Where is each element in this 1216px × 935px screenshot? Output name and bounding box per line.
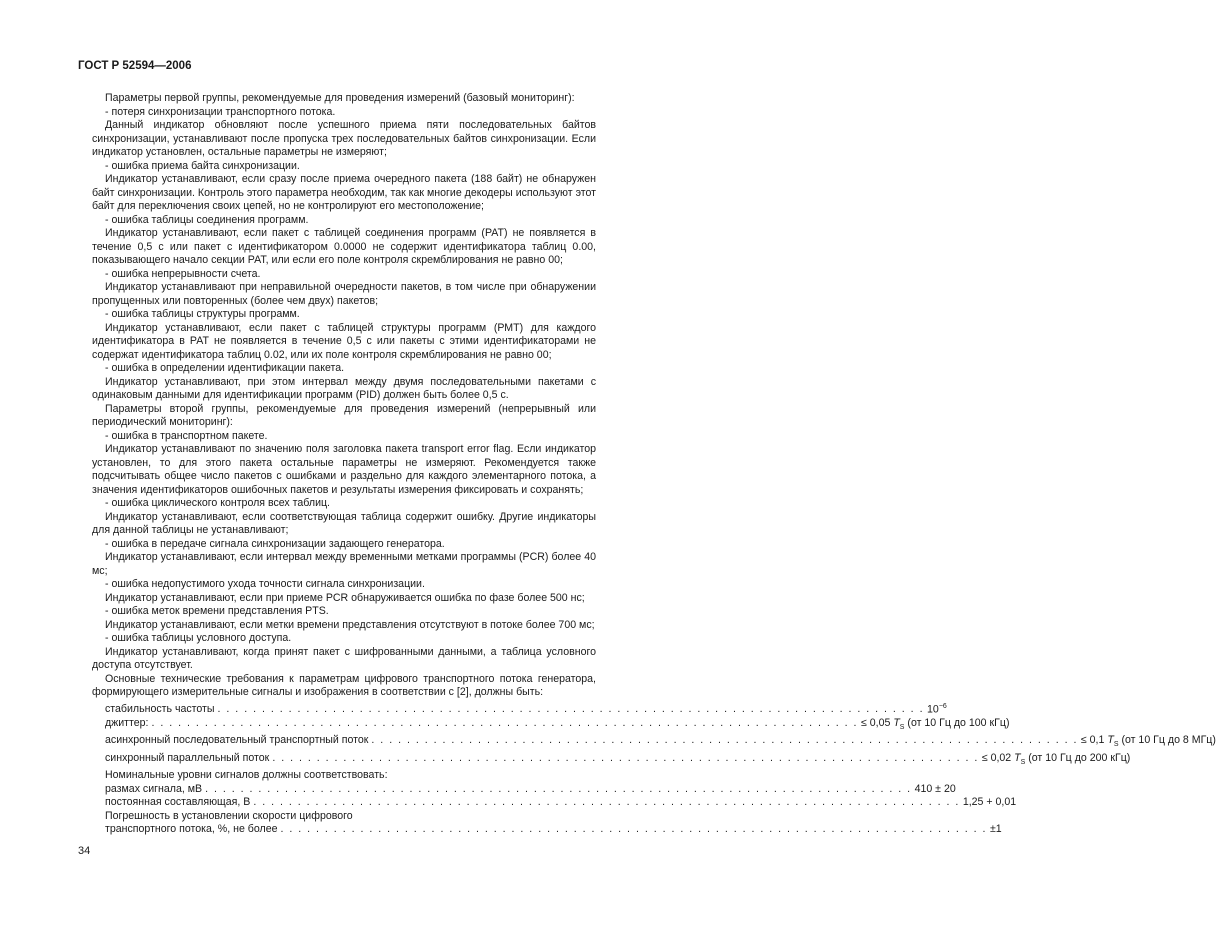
leader-dots: . . . . . . . . . . . . . . . . . . . . . . . . . . . . . . . . . . . . . . . . . . . . . . . . . . . . . . . . . . . . . . . . . . . . . . . . . . . . . . . . — [253, 796, 960, 809]
paragraph: Основные технические требования к параметрам цифрового транспортного потока генератора, формирующего измерительные сигналы и изображения в соответствии с [2], должны быть: — [92, 672, 596, 698]
paragraph: Индикатор устанавливают, если сразу после приема очередного пакета (188 байт) не обнаружен байт синхронизации. Контроль этого параметра необходим, так как многие декодеры используют этот байт для переключения своих цепей, но не контролируют его местоположение; — [92, 173, 596, 212]
spec-label: джиттер: — [105, 716, 149, 729]
spec-value: ±1 — [989, 823, 1002, 836]
nominal-levels-intro: Номинальные уровни сигналов должны соответствовать: — [105, 769, 388, 782]
list-item: - ошибка таблицы соединения программ. — [105, 213, 309, 226]
paragraph: Параметры первой группы, рекомендуемые для проведения измерений (базовый мониторинг): — [105, 92, 575, 104]
list-item: - ошибка недопустимого ухода точности сигнала синхронизации. — [105, 578, 425, 590]
spec-jitter — [92, 716, 1010, 735]
leader-dots: . . . . . . . . . . . . . . . . . . . . . . . . . . . . . . . . . . . . . . . . . . . . . . . . . . . . . . . . . . . . . . . . . . . . . . . . . . . . . . . . — [205, 782, 912, 795]
paragraph: Индикатор устанавливают по значению поля заголовка пакета transport error flag. Если индикатор установлен, то для этого пакета остальные параметры не измеряют. Рекомендуется также подсчитывать общее число пакетов с ошибками и раздельно для каждого элементарного потока, а значения идентификаторов ошибочных пакетов и результаты измерения фиксировать и сохранять; — [92, 443, 596, 496]
spec-value: 1,25 + 0,01 — [962, 796, 1017, 809]
leader-dots: . . . . . . . . . . . . . . . . . . . . . . . . . . . . . . . . . . . . . . . . . . . . . . . . . . . . . . . . . . . . . . . . . . . . . . . . . . . . . . . . — [217, 703, 925, 716]
list-item: - ошибка в передаче сигнала синхронизации задающего генератора. — [105, 537, 445, 550]
list-item: - ошибка меток времени представления PTS. — [105, 605, 329, 617]
paragraph: Индикатор устанавливают, если соответствующая таблица содержит ошибку. Другие индикаторы для данной таблицы не устанавливают; — [92, 510, 596, 536]
spec-label: асинхронный последовательный транспортный поток — [105, 734, 369, 747]
list-item: - ошибка приема байта синхронизации. — [105, 159, 300, 172]
spec-label: стабильность частоты — [105, 703, 215, 716]
page-number: 34 — [78, 845, 91, 857]
paragraph: Индикатор устанавливают, при этом интервал между двумя последовательными пакетами с одинаковым данными для идентификации программ (PID) должен быть более 0,5 с. — [92, 375, 596, 401]
spec-label: постоянная составляющая, В — [105, 796, 251, 809]
paragraph: Индикатор устанавливают при неправильной очередности пакетов, в том числе при обнаружении пропущенных или повторенных (более чем двух) пакетов; — [92, 281, 596, 307]
leader-dots: . . . . . . . . . . . . . . . . . . . . . . . . . . . . . . . . . . . . . . . . . . . . . . . . . . . . . . . . . . . . . . . . . . . . . . . . . . . . . . . . — [272, 751, 979, 764]
spec-value: ≤ 0,02 $T_S$ (от 10 Гц до 200 кГц) — [981, 751, 1131, 766]
list-item: - ошибка непрерывности счета. — [105, 267, 261, 280]
spec-rate-error — [92, 823, 1002, 837]
list-item: - ошибка циклического контроля всех таблиц. — [105, 497, 330, 509]
spec-label: транспортного потока, %, не более — [105, 823, 278, 836]
paragraph-list — [92, 92, 596, 700]
spec-value: $10^{-6}$ — [927, 702, 947, 716]
spec-sync-stream — [92, 751, 1131, 770]
paragraph: Индикатор устанавливают, когда принят пакет с шифрованными данными, а таблица условного доступа отсутствует. — [92, 645, 596, 671]
spec-label: синхронный параллельный поток — [105, 751, 270, 764]
list-item: - ошибка в транспортном пакете. — [105, 429, 268, 442]
leader-dots: . . . . . . . . . . . . . . . . . . . . . . . . . . . . . . . . . . . . . . . . . . . . . . . . . . . . . . . . . . . . . . . . . . . . . . . . . . . . . . . . — [280, 823, 987, 836]
list-item: - ошибка в определении идентификации пакета. — [105, 362, 345, 374]
paragraph: Индикатор устанавливают, если интервал между временными метками программы (PCR) более 40 мс; — [92, 551, 596, 577]
paragraph: Параметры второй группы, рекомендуемые для проведения измерений (непрерывный или периодический мониторинг): — [92, 402, 596, 428]
paragraph: Индикатор устанавливают, если при приеме PCR обнаруживается ошибка по фазе более 500 нс; — [105, 591, 585, 604]
leader-dots: . . . . . . . . . . . . . . . . . . . . . . . . . . . . . . . . . . . . . . . . . . . . . . . . . . . . . . . . . . . . . . . . . . . . . . . . . . . . . . . . — [371, 734, 1078, 747]
paragraph: Индикатор устанавливают, если метки времени представления отсутствуют в потоке более 700 мс; — [105, 618, 595, 631]
spec-signal-swing — [92, 782, 956, 797]
paragraph: Данный индикатор обновляют после успешного приема пяти последовательных байтов синхронизации, устанавливают после пропуска трех последовательных байтов синхронизации. Если индикатор установлен, остальные параметры не измеряют; — [92, 119, 596, 158]
spec-label: размах сигнала, мВ — [105, 782, 203, 795]
list-item: - ошибка таблицы условного доступа. — [105, 632, 292, 644]
spec-value: ≤ 0,05 $T_S$ (от 10 Гц до 100 кГц) — [860, 716, 1010, 731]
spec-value: 410 ± 20 — [914, 782, 956, 795]
list-item: - потеря синхронизации транспортного потока. — [105, 105, 336, 118]
body-text — [92, 92, 1216, 837]
spec-async-stream — [92, 734, 1216, 752]
spec-value: ≤ 0,1 $T_S$ (от 10 Гц до 8 МГц) — [1080, 734, 1216, 749]
spec-list — [92, 700, 1216, 837]
document-header: ГОСТ Р 52594—2006 — [78, 60, 192, 72]
paragraph: Индикатор устанавливают, если пакет с таблицей структуры программ (РМТ) для каждого идентификатора в РАТ не появляется в течение 0,5 с или пакеты с этими идентификаторами не содержат идентификатора таблиц 0.02, или их поле контроля скремблирования не равно 00; — [92, 321, 596, 361]
spec-frequency-stability — [92, 700, 947, 717]
spec-dc-component — [92, 796, 1017, 810]
rate-error-label-line: Погрешность в установлении скорости цифрового — [105, 809, 353, 822]
list-item: - ошибка таблицы структуры программ. — [105, 308, 300, 320]
paragraph: Индикатор устанавливают, если пакет с таблицей соединения программ (РАТ) не появляется в течение 0,5 с или пакет с идентификатором 0.0000 не содержит идентификатора таблиц 0.00, показывающего начало секции РАТ, или если его поле контроля скремблирования не равно 00; — [92, 227, 596, 266]
leader-dots: . . . . . . . . . . . . . . . . . . . . . . . . . . . . . . . . . . . . . . . . . . . . . . . . . . . . . . . . . . . . . . . . . . . . . . . . . . . . . . . . — [151, 716, 858, 729]
